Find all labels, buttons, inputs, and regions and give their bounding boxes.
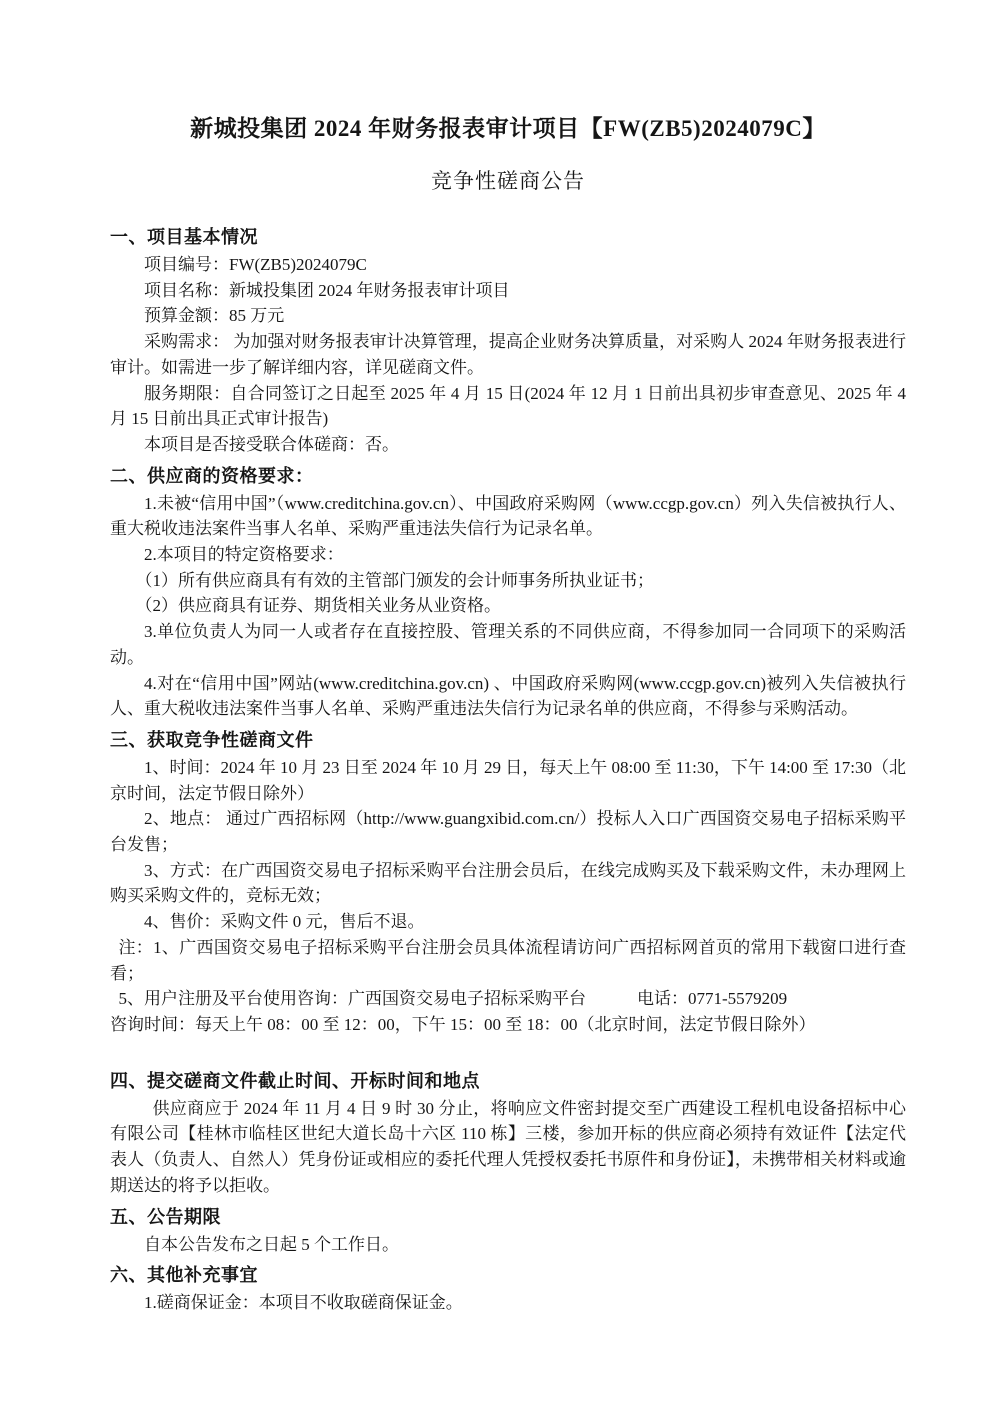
paragraph: 3、方式：在广西国资交易电子招标采购平台注册会员后，在线完成购买及下载采购文件，未办理网上购买采购文件的，竞标无效； <box>110 860 906 906</box>
paragraph: 4、售价：采购文件 0 元，售后不退。 <box>144 912 425 932</box>
paragraph: 咨询时间：每天上午 08：00 至 12：00，下午 15：00 至 18：00（北京时间，法定节假日除外） <box>110 1014 816 1034</box>
paragraph: 项目名称：新城投集团 2024 年财务报表审计项目 <box>144 280 510 300</box>
section <box>110 1204 906 1258</box>
paragraph: 2.本项目的特定资格要求： <box>144 545 344 565</box>
section <box>110 727 906 1038</box>
paragraph: 5、用户注册及平台使用咨询：广西国资交易电子招标采购平台 电话：0771-5579209 <box>118 989 788 1009</box>
section <box>110 1262 906 1316</box>
paragraph: 1.未被“信用中国”（www.creditchina.gov.cn）、中国政府采购网（www.ccgp.gov.cn）列入失信被执行人、重大税收违法案件当事人名单、采购严重违法失信行为记录名单。 <box>110 493 906 539</box>
paragraph: 供应商应于 2024 年 11 月 4 日 9 时 30 分止，将响应文件密封提交至广西建设工程机电设备招标中心有限公司【桂林市临桂区世纪大道长岛十六区 110 栋】三楼，参加开标的供应商必须持有效证件【法定代表人（负责人、自然人）凭身份证或相应的委托代理人凭授权委托书原件和身份证】，未携带相关材料或逾期送达的将予以拒收。 <box>110 1098 906 1195</box>
paragraph: 1、时间：2024 年 10 月 23 日至 2024 年 10 月 29 日，每天上午 08:00 至 11:30，下午 14:00 至 17:30（北京时间，法定节假日除外） <box>110 757 907 803</box>
section <box>110 463 906 722</box>
sections-container <box>110 224 906 1316</box>
section-heading: 六、其他补充事宜 <box>110 1265 258 1286</box>
paragraph: 3.单位负责人为同一人或者存在直接控股、管理关系的不同供应商，不得参加同一合同项下的采购活动。 <box>110 622 906 667</box>
paragraph: 服务期限：自合同签订之日起至 2025 年 4 月 15 日(2024 年 12 月 1 日前出具初步审查意见、2025 年 4 月 15 日前出具正式审计报告) <box>110 383 906 429</box>
section-heading: 一、项目基本情况 <box>110 227 258 247</box>
paragraph: 采购需求： 为加强对财务报表审计决算管理，提高企业财务决算质量，对采购人 2024 年财务报表进行审计。如需进一步了解详细内容，详见磋商文件。 <box>110 332 906 377</box>
paragraph: （2）供应商具有证券、期货相关业务从业资格。 <box>135 596 501 616</box>
paragraph: 4.对在“信用中国”网站(www.creditchina.gov.cn) 、中国政府采购网(www.ccgp.gov.cn)被列入失信被执行人、重大税收违法案件当事人名单、采购严重违法失信行为记录名单的供应商，不得参与采购活动。 <box>110 673 906 719</box>
document-subtitle: 竞争性磋商公告 <box>431 169 585 193</box>
document-title: 新城投集团 2024 年财务报表审计项目【FW(ZB5)2024079C】 <box>190 116 826 141</box>
paragraph: 注：1、广西国资交易电子招标采购平台注册会员具体流程请访问广西招标网首页的常用下载窗口进行查看； <box>110 937 906 983</box>
paragraph: （1）所有供应商具有有效的主管部门颁发的会计师事务所执业证书； <box>135 570 654 590</box>
section-heading: 二、供应商的资格要求： <box>110 465 314 486</box>
paragraph: 1.磋商保证金：本项目不收取磋商保证金。 <box>144 1293 463 1313</box>
section <box>110 1068 906 1199</box>
section-heading: 五、公告期限 <box>110 1206 221 1227</box>
paragraph: 项目编号：FW(ZB5)2024079C <box>144 255 367 274</box>
paragraph: 2、地点： 通过广西招标网（http://www.guangxibid.com.cn/）投标人入口广西国资交易电子招标采购平台发售； <box>110 809 906 855</box>
paragraph: 本项目是否接受联合体磋商：否。 <box>144 434 399 454</box>
section-heading: 三、获取竞争性磋商文件 <box>110 729 314 750</box>
paragraph: 自本公告发布之日起 5 个工作日。 <box>144 1234 399 1254</box>
section-heading: 四、提交磋商文件截止时间、开标时间和地点 <box>110 1070 480 1091</box>
section <box>110 224 906 458</box>
paragraph: 预算金额：85 万元 <box>144 306 285 326</box>
